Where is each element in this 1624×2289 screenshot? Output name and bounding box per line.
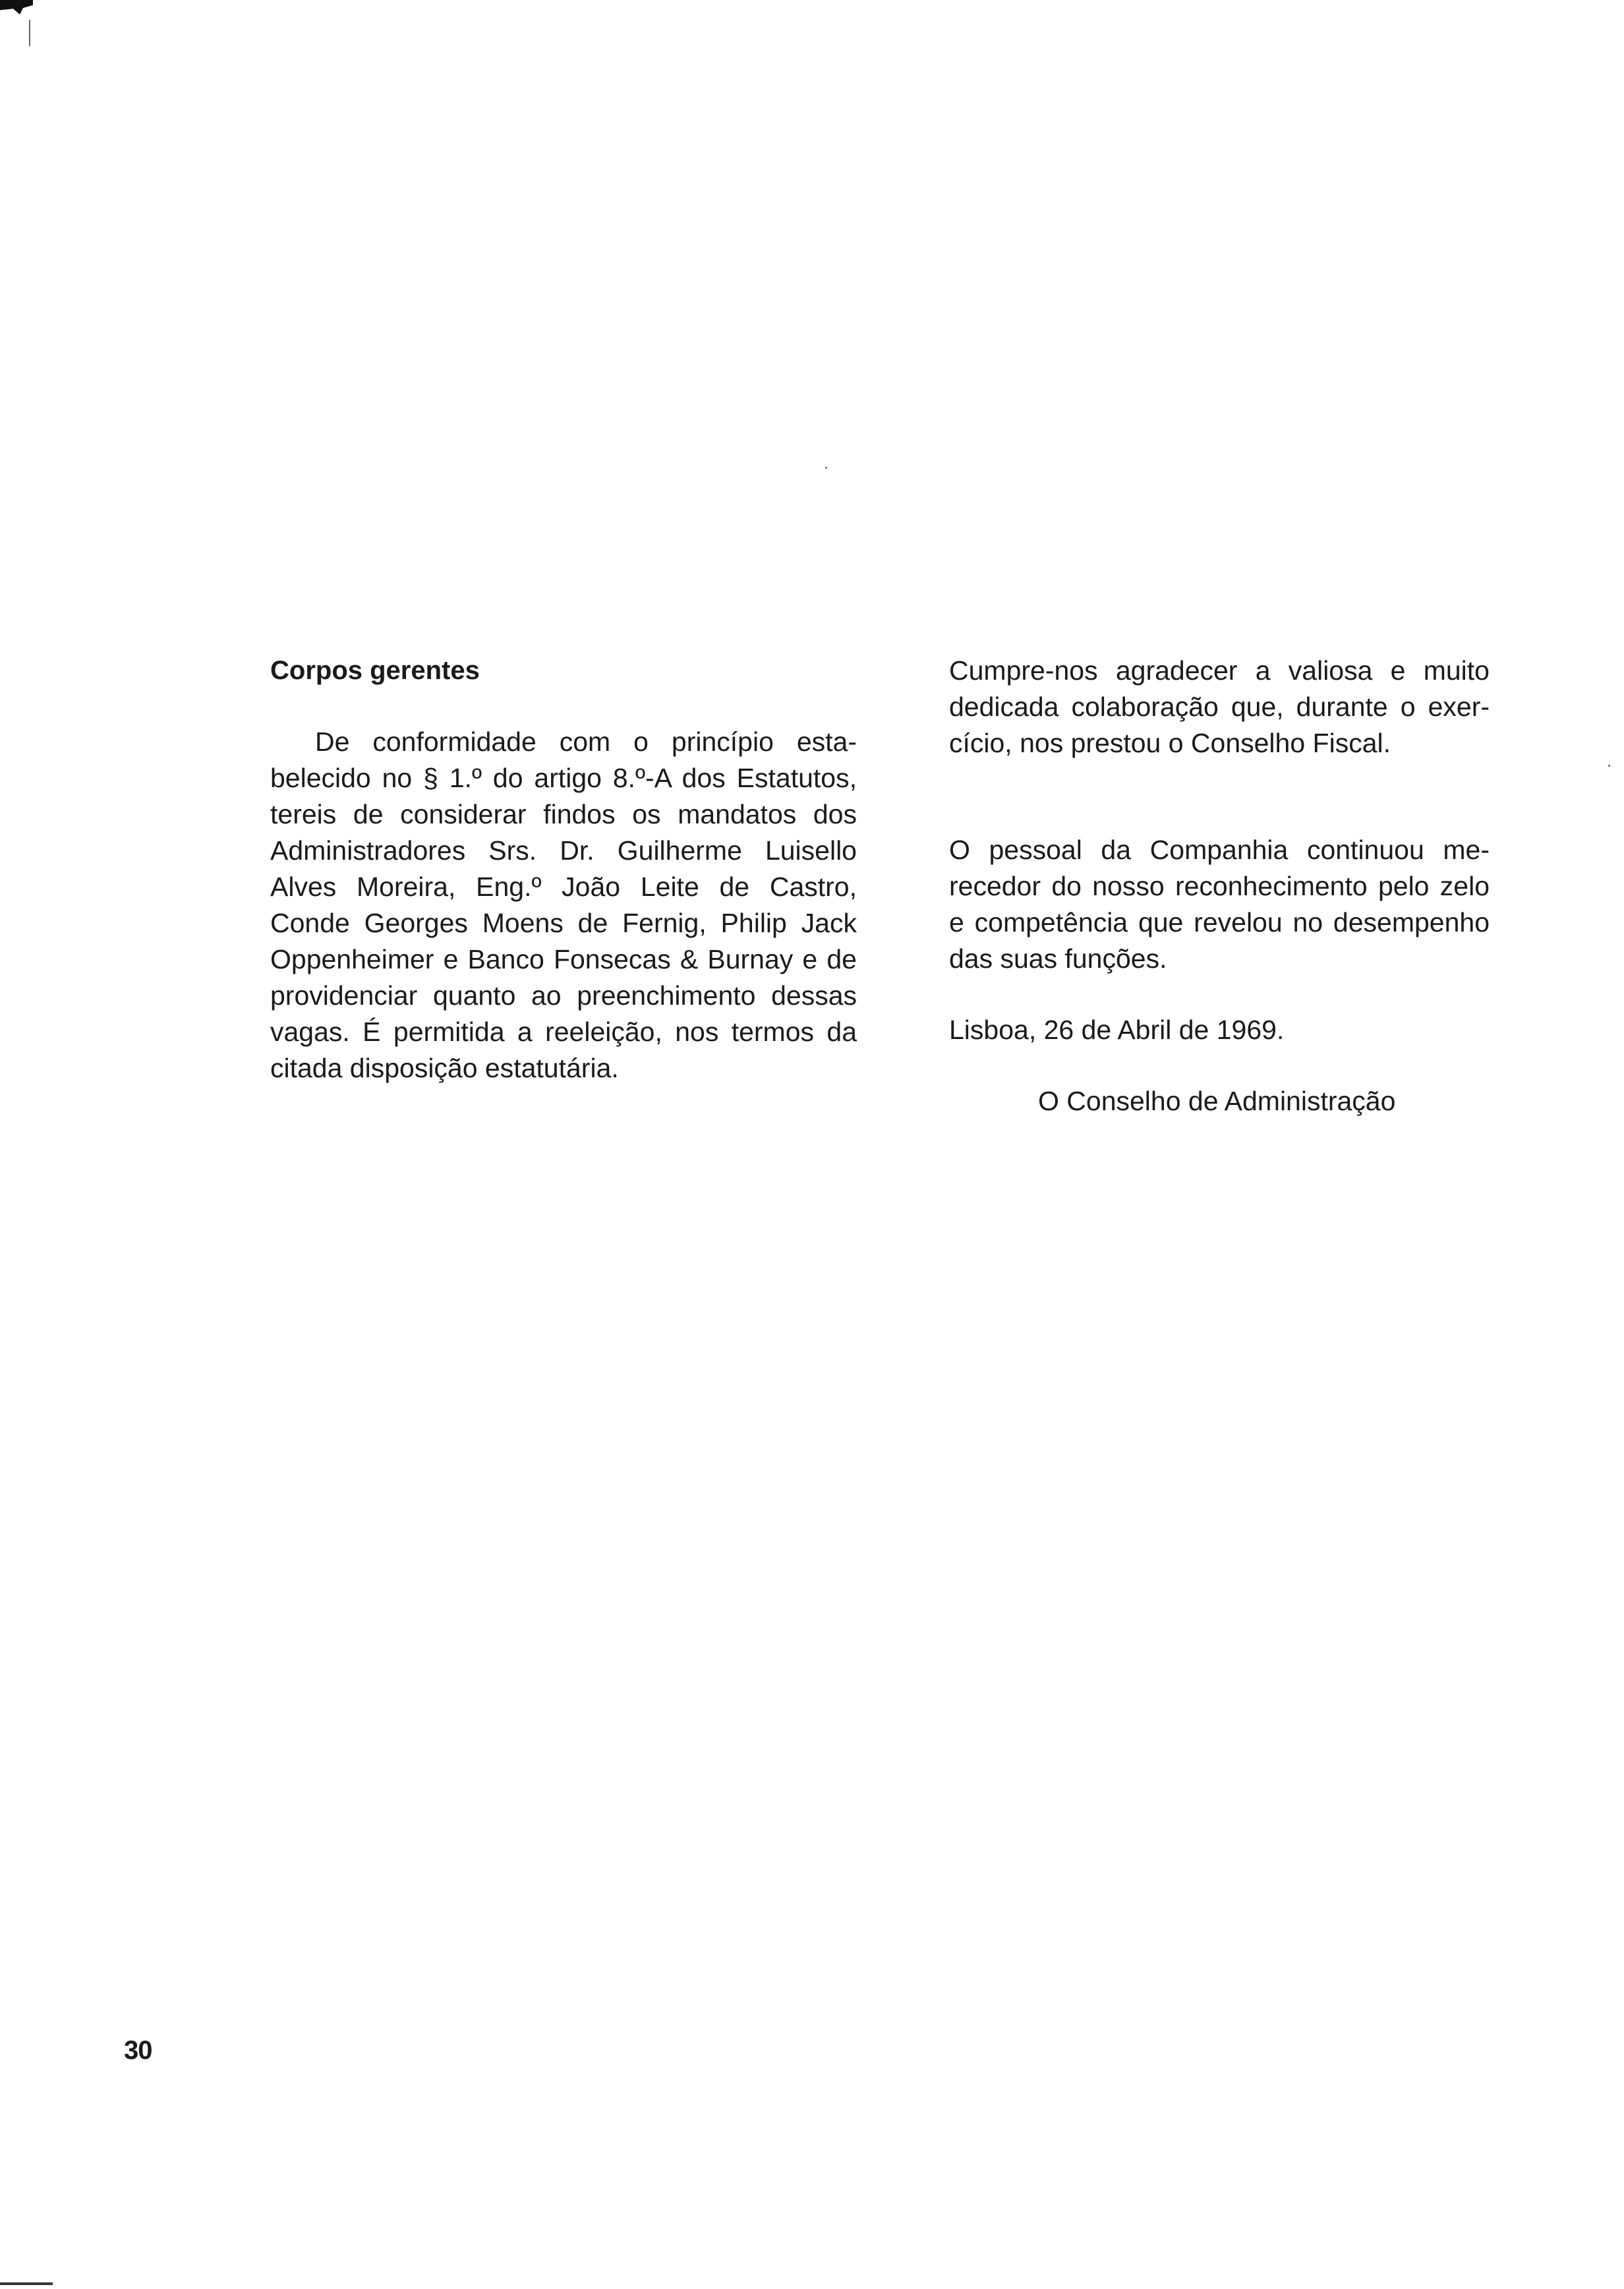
signature-line: O Conselho de Administração xyxy=(1038,1086,1396,1116)
page-number: 30 xyxy=(124,2036,152,2065)
date-line: Lisboa, 26 de Abril de 1969. xyxy=(949,1015,1285,1045)
corpos-gerentes-paragraph: De conformidade com o princípio estabelecido no § 1.º do artigo 8.º-A dos Estatutos, tereis de considerar findos os mandatos dos Administradores Srs. Dr. Guilherme Luisello Alves Moreira, Eng.º João Leite de Castro, Conde Georges Moens de Fernig, Philip Jack Oppenheimer e Banco Fonsecas & Burnay e de providenciar quanto ao preenchimento dessas vagas. É permitida a reeleição, nos termos da citada disposição estatutária. xyxy=(270,727,857,1083)
section-heading: Corpos gerentes xyxy=(270,656,480,685)
left-column xyxy=(270,653,857,1086)
right-column xyxy=(949,653,1490,1119)
scan-speck xyxy=(1608,765,1610,767)
staff-paragraph: O pessoal da Companhia continuou merecedor do nosso reconhecimento pelo zelo e competência que revelou no desempenho das suas funções. xyxy=(949,835,1490,974)
scan-speck xyxy=(825,467,827,469)
acknowledgement-paragraph: Cumpre-nos agradecer a valiosa e muito dedicada colaboração que, durante o exercício, nos prestou o Conselho Fiscal. xyxy=(949,655,1490,758)
scan-artifact-line xyxy=(29,20,30,46)
scan-artifact-bottom xyxy=(0,2282,53,2285)
scan-artifact-mark xyxy=(0,0,33,15)
